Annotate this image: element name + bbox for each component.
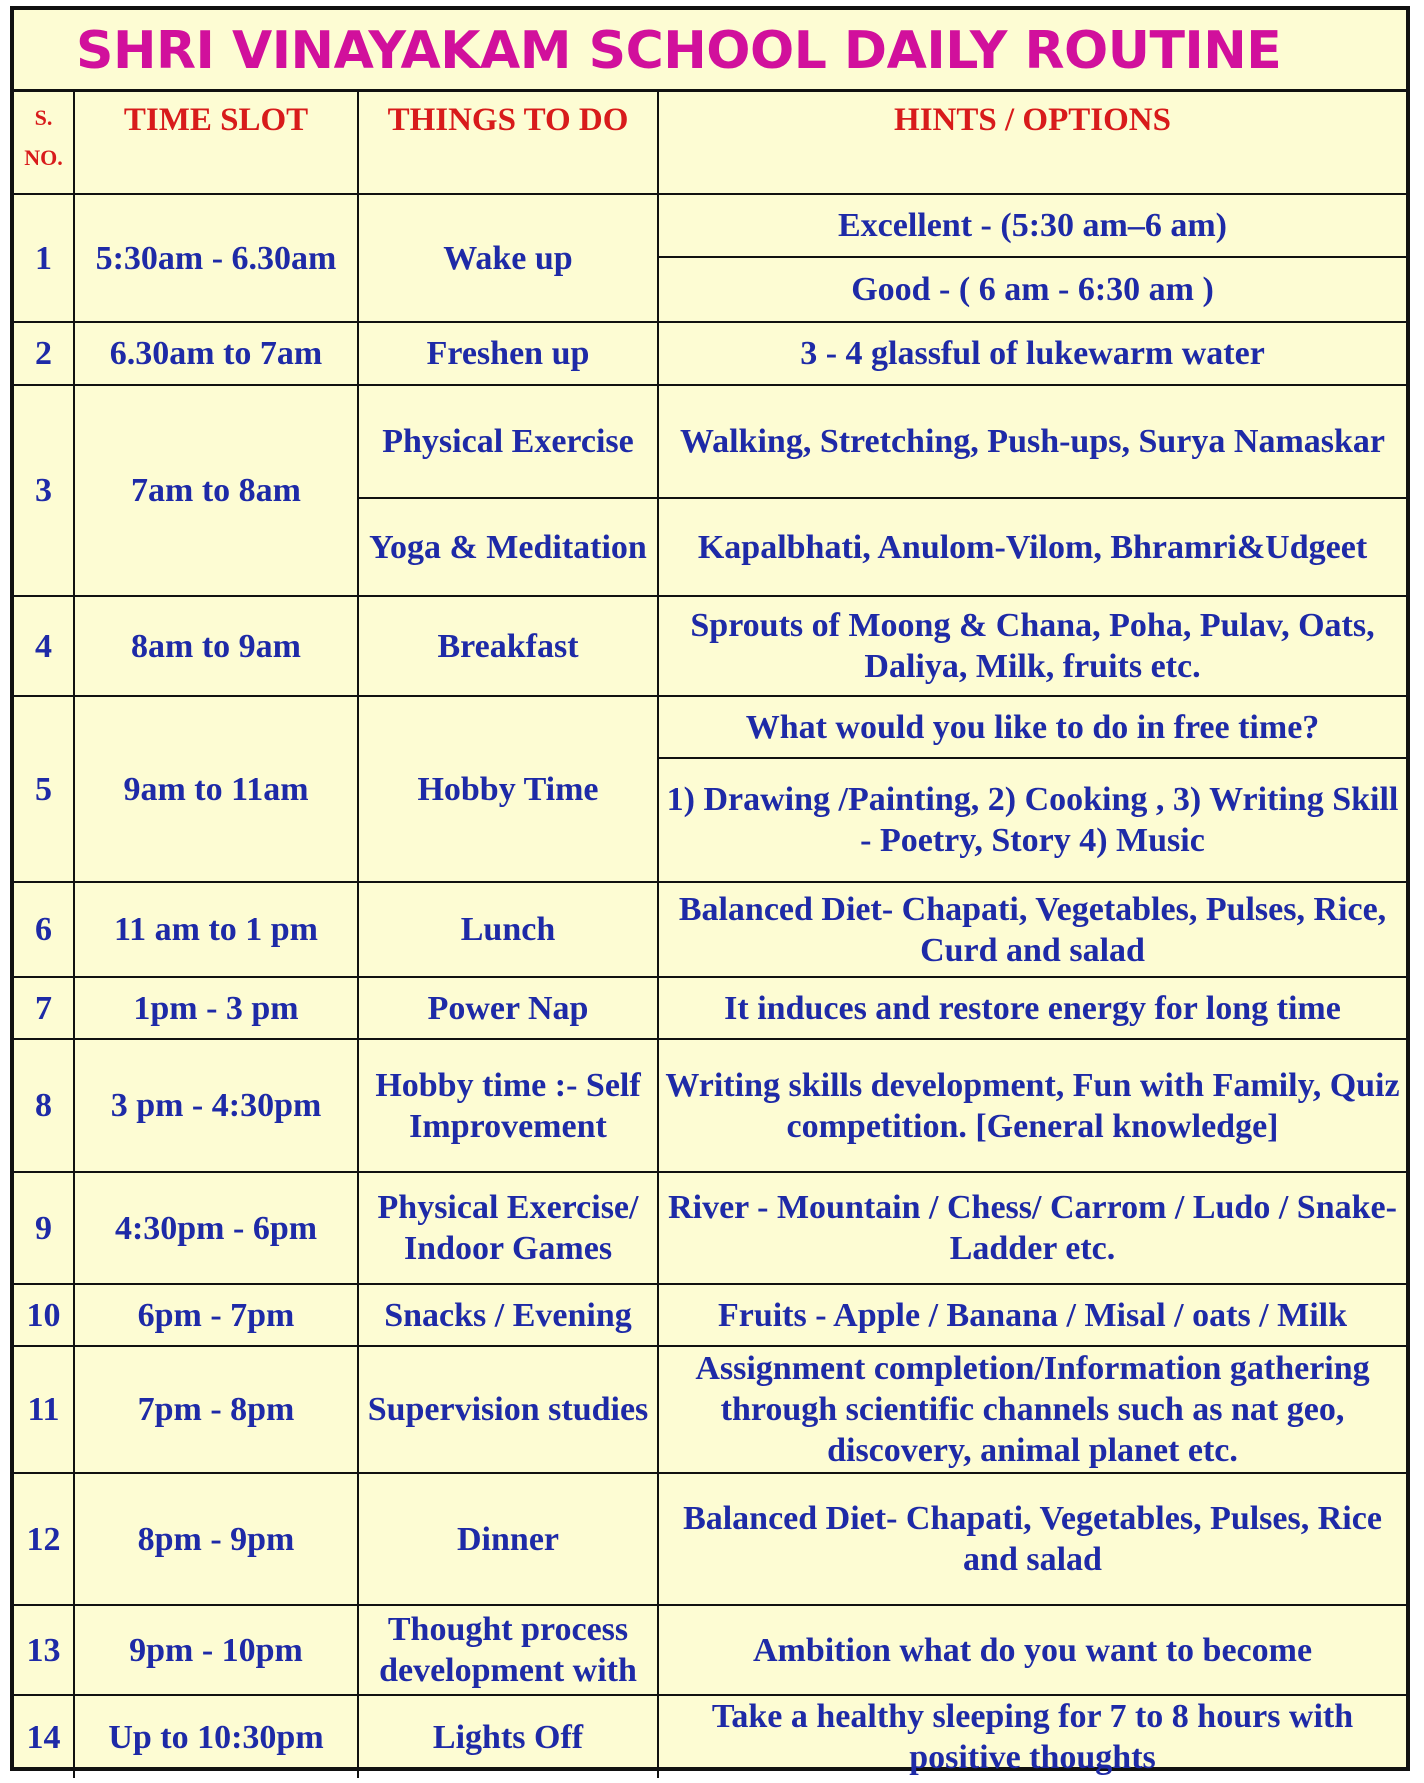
- time-slot: 8am to 9am: [74, 596, 358, 696]
- row-number: 9: [14, 1172, 74, 1284]
- hint: Good - ( 6 am - 6:30 am ): [658, 257, 1406, 322]
- hint: What would you like to do in free time?: [658, 696, 1406, 758]
- table-row: [14, 385, 1406, 498]
- time-slot: 7pm - 8pm: [74, 1346, 358, 1473]
- table-row: [14, 977, 1406, 1039]
- task: Wake up: [358, 194, 658, 322]
- time-slot: 5:30am - 6.30am: [74, 194, 358, 322]
- time-slot: Up to 10:30pm: [74, 1695, 358, 1778]
- row-number: 12: [14, 1473, 74, 1605]
- header-row: [14, 92, 1406, 194]
- hint: Fruits - Apple / Banana / Misal / oats / Milk: [658, 1284, 1406, 1346]
- hint: River - Mountain / Chess/ Carrom / Ludo / Snake- Ladder etc.: [658, 1172, 1406, 1284]
- header-time-slot: TIME SLOT: [74, 92, 358, 194]
- hint: It induces and restore energy for long time: [658, 977, 1406, 1039]
- table-row: [14, 322, 1406, 385]
- row-number: 10: [14, 1284, 74, 1346]
- header-sno-line2: NO.: [24, 145, 63, 170]
- time-slot: 6.30am to 7am: [74, 322, 358, 385]
- table-row: [14, 1284, 1406, 1346]
- task: Power Nap: [358, 977, 658, 1039]
- routine-table: [14, 92, 1406, 1778]
- table-row: [14, 1695, 1406, 1778]
- hint: Ambition what do you want to become: [658, 1605, 1406, 1695]
- task: Breakfast: [358, 596, 658, 696]
- task: Hobby time :- Self Improvement: [358, 1039, 658, 1172]
- hint: Walking, Stretching, Push-ups, Surya Namaskar: [658, 385, 1406, 498]
- page-title: SHRI VINAYAKAM SCHOOL DAILY ROUTINE: [14, 10, 1406, 92]
- task: Physical Exercise: [358, 385, 658, 498]
- time-slot: 7am to 8am: [74, 385, 358, 596]
- task: Supervision studies: [358, 1346, 658, 1473]
- task: Dinner: [358, 1473, 658, 1605]
- table-row: [14, 882, 1406, 977]
- time-slot: 9am to 11am: [74, 696, 358, 882]
- row-number: 3: [14, 385, 74, 596]
- hint: Excellent - (5:30 am–6 am): [658, 194, 1406, 257]
- row-number: 1: [14, 194, 74, 322]
- row-number: 6: [14, 882, 74, 977]
- row-number: 7: [14, 977, 74, 1039]
- header-sno: [14, 92, 74, 194]
- header-things-to-do: THINGS TO DO: [358, 92, 658, 194]
- header-hints: HINTS / OPTIONS: [658, 92, 1406, 194]
- table-row: [14, 1473, 1406, 1605]
- row-number: 11: [14, 1346, 74, 1473]
- table-row: [14, 1346, 1406, 1473]
- hint: 3 - 4 glassful of lukewarm water: [658, 322, 1406, 385]
- time-slot: 6pm - 7pm: [74, 1284, 358, 1346]
- time-slot: 3 pm - 4:30pm: [74, 1039, 358, 1172]
- time-slot: 4:30pm - 6pm: [74, 1172, 358, 1284]
- routine-sheet: [10, 6, 1410, 1776]
- row-number: 13: [14, 1605, 74, 1695]
- hint: Balanced Diet- Chapati, Vegetables, Pulses, Rice and salad: [658, 1473, 1406, 1605]
- row-number: 14: [14, 1695, 74, 1778]
- task: Freshen up: [358, 322, 658, 385]
- task: Snacks / Evening: [358, 1284, 658, 1346]
- hint: Kapalbhati, Anulom-Vilom, Bhramri&Udgeet: [658, 498, 1406, 596]
- row-number: 4: [14, 596, 74, 696]
- hint: Assignment completion/Information gathering through scientific channels such as nat geo, discovery, animal planet etc.: [658, 1346, 1406, 1473]
- table-row: [14, 194, 1406, 257]
- table-row: [14, 1172, 1406, 1284]
- row-number: 8: [14, 1039, 74, 1172]
- hint: 1) Drawing /Painting, 2) Cooking , 3) Writing Skill - Poetry, Story 4) Music: [658, 758, 1406, 882]
- task: Thought process development with: [358, 1605, 658, 1695]
- time-slot: 11 am to 1 pm: [74, 882, 358, 977]
- task: Physical Exercise/ Indoor Games: [358, 1172, 658, 1284]
- row-number: 2: [14, 322, 74, 385]
- hint: Writing skills development, Fun with Family, Quiz competition. [General knowledge]: [658, 1039, 1406, 1172]
- table-row: [14, 1039, 1406, 1172]
- table-row: [14, 596, 1406, 696]
- time-slot: 8pm - 9pm: [74, 1473, 358, 1605]
- task: Hobby Time: [358, 696, 658, 882]
- task: Lunch: [358, 882, 658, 977]
- task: Lights Off: [358, 1695, 658, 1778]
- hint: Take a healthy sleeping for 7 to 8 hours with positive thoughts: [658, 1695, 1406, 1778]
- table-row: [14, 1605, 1406, 1695]
- time-slot: 1pm - 3 pm: [74, 977, 358, 1039]
- table-row: [14, 696, 1406, 758]
- time-slot: 9pm - 10pm: [74, 1605, 358, 1695]
- row-number: 5: [14, 696, 74, 882]
- hint: Balanced Diet- Chapati, Vegetables, Pulses, Rice, Curd and salad: [658, 882, 1406, 977]
- hint: Sprouts of Moong & Chana, Poha, Pulav, Oats, Daliya, Milk, fruits etc.: [658, 596, 1406, 696]
- task: Yoga & Meditation: [358, 498, 658, 596]
- header-sno-line1: S.: [34, 105, 53, 130]
